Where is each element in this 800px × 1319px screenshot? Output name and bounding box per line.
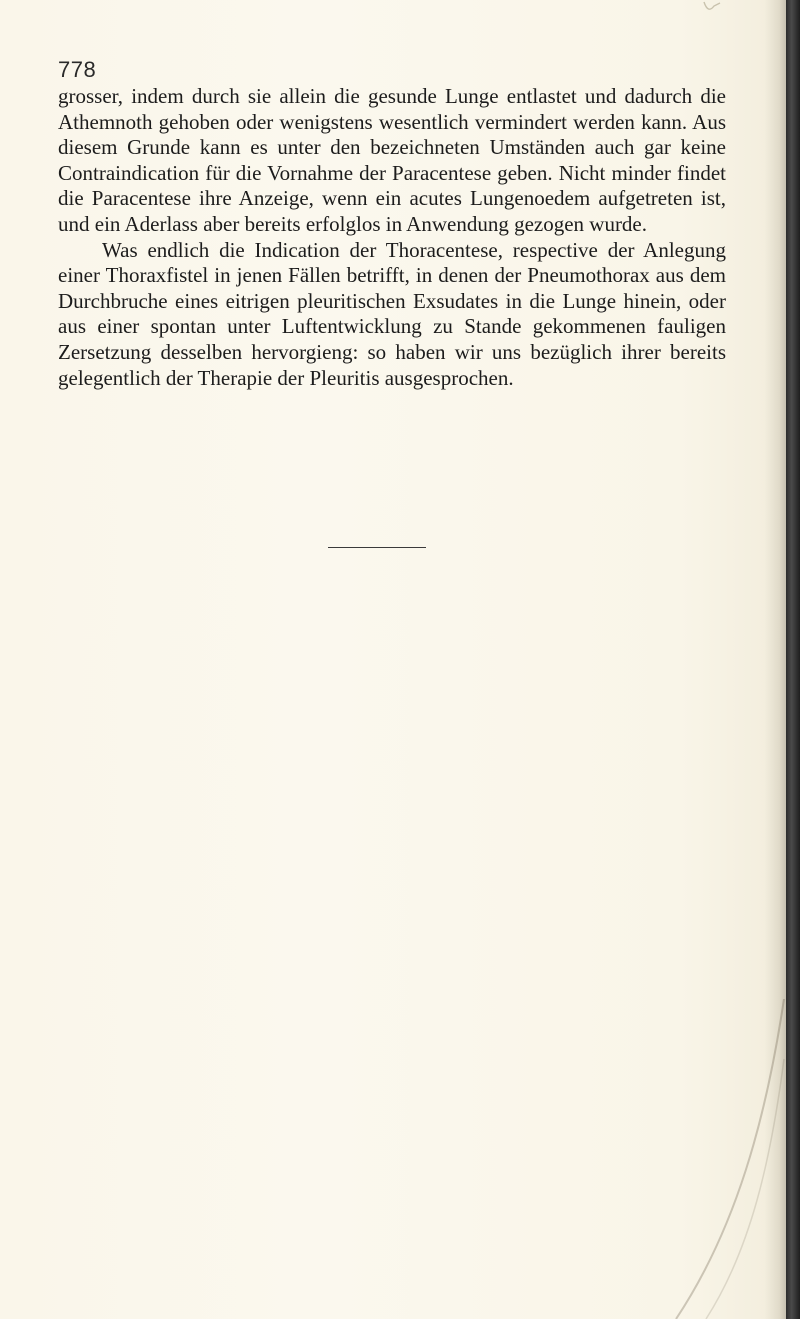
- corner-smudge-mark: [694, 0, 734, 20]
- binding-shadow: [764, 0, 786, 1319]
- page-number: 778: [58, 57, 97, 82]
- scan-edge-bar: [786, 0, 800, 1319]
- paragraph-1: grosser, indem durch sie allein die gesunde Lunge entlastet und dadurch die Athemnoth gehoben oder wenigstens wesentlich vermindert werden kann. Aus diesem Grunde kann es unter den bezeichneten Umständen auch gar keine Contraindication für die Vornahme der Paracentese geben. Nicht minder findet die Paracentese ihre Anzeige, wenn ein acutes Lungenoedem aufgetreten ist, und ein Aderlass aber bereits erfolglos in Anwendung gezogen wurde.: [58, 84, 726, 236]
- body-text: [58, 84, 726, 391]
- section-end-rule: [328, 547, 426, 548]
- paragraph-2: Was endlich die Indication der Thoracentese, respective der Anlegung einer Thoraxfistel in jenen Fällen betrifft, in denen der Pneumothorax aus dem Durchbruche eines eitrigen pleuritischen Exsudates in die Lunge hinein, oder aus einer spontan unter Luftentwicklung zu Stande gekommenen fauligen Zersetzung desselben hervorgieng: so haben wir uns bezüglich ihrer bereits gelegentlich der Therapie der Pleuritis ausgesprochen.: [58, 237, 726, 390]
